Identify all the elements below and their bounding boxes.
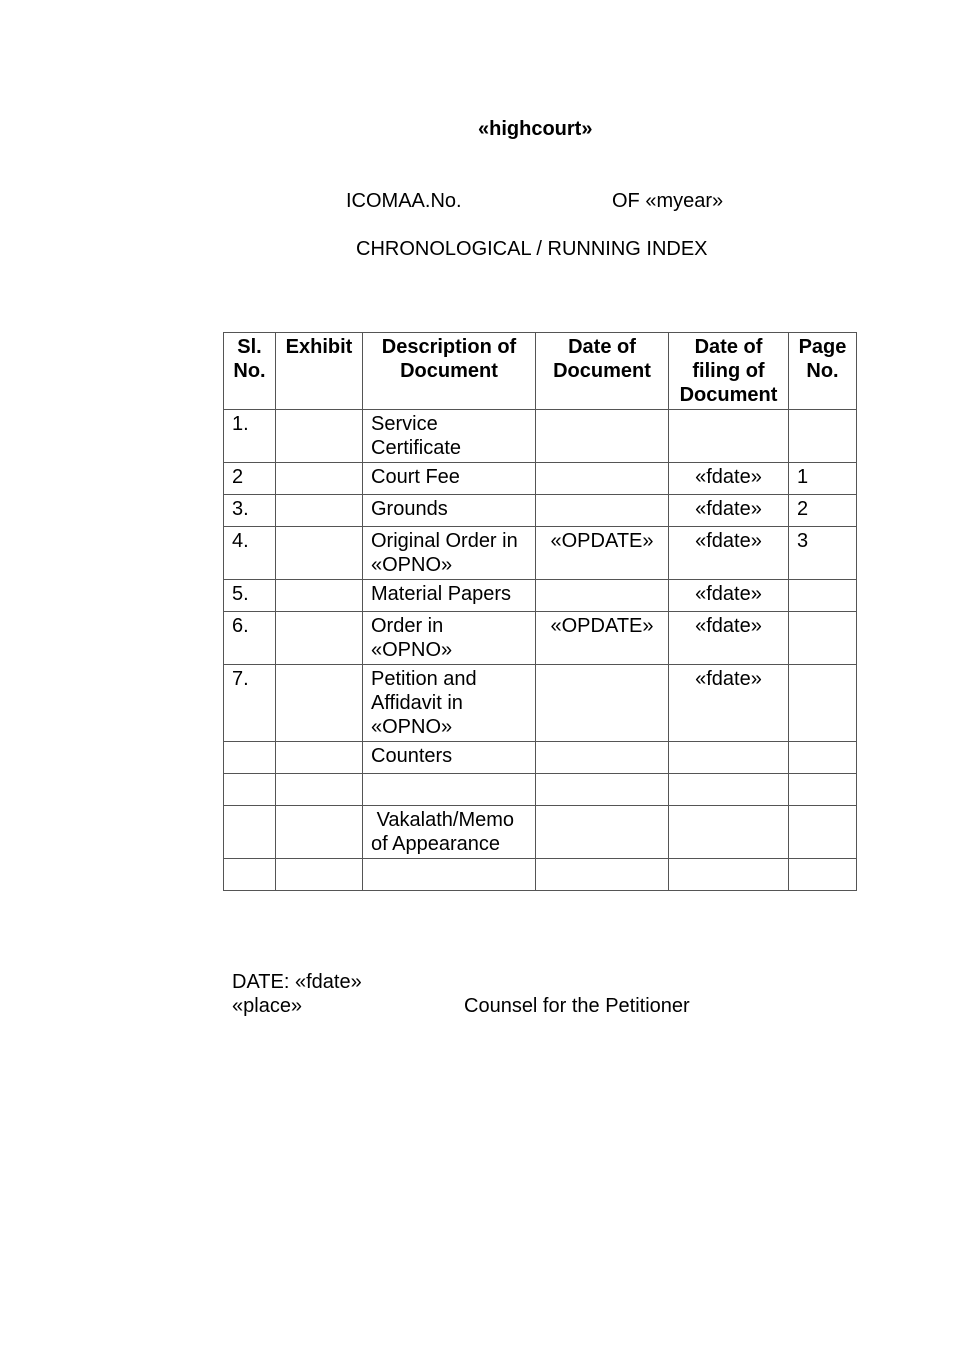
- cell-sl-no: 4.: [224, 527, 276, 580]
- cell-exhibit: [276, 612, 363, 665]
- header-date-of-filing: Date of filing of Document: [669, 333, 789, 410]
- cell-description: [363, 859, 536, 891]
- cell-description: Grounds: [363, 495, 536, 527]
- cell-date-of-filing: «fdate»: [669, 527, 789, 580]
- table-row: [224, 410, 857, 463]
- cell-date-of-document: [536, 774, 669, 806]
- table-row: [224, 580, 857, 612]
- cell-date-of-document: [536, 665, 669, 742]
- cell-sl-no: 6.: [224, 612, 276, 665]
- cell-date-of-document: [536, 410, 669, 463]
- table-row: [224, 742, 857, 774]
- cell-date-of-filing: [669, 806, 789, 859]
- table-row: [224, 806, 857, 859]
- cell-page-no: [789, 742, 857, 774]
- cell-exhibit: [276, 742, 363, 774]
- cell-page-no: 2: [789, 495, 857, 527]
- table-row: [224, 859, 857, 891]
- table-header-row: [224, 333, 857, 410]
- header-description: Description of Document: [363, 333, 536, 410]
- footer-date: DATE: «fdate»: [232, 971, 362, 993]
- cell-sl-no: [224, 774, 276, 806]
- cell-date-of-document: [536, 859, 669, 891]
- header-page-no: Page No.: [789, 333, 857, 410]
- cell-date-of-document: [536, 742, 669, 774]
- footer-place: «place»: [232, 995, 303, 1017]
- cell-date-of-filing: «fdate»: [669, 495, 789, 527]
- table-row: [224, 665, 857, 742]
- cell-date-of-filing: [669, 774, 789, 806]
- cell-sl-no: 2: [224, 463, 276, 495]
- cell-sl-no: 3.: [224, 495, 276, 527]
- cell-exhibit: [276, 774, 363, 806]
- cell-date-of-document: [536, 806, 669, 859]
- counsel-signature-label: Counsel for the Petitioner: [464, 995, 690, 1017]
- cell-page-no: [789, 612, 857, 665]
- cell-sl-no: 1.: [224, 410, 276, 463]
- cell-page-no: 1: [789, 463, 857, 495]
- table-row: [224, 612, 857, 665]
- cell-date-of-filing: [669, 859, 789, 891]
- cell-exhibit: [276, 527, 363, 580]
- cell-date-of-document: «OPDATE»: [536, 527, 669, 580]
- cell-date-of-document: «OPDATE»: [536, 612, 669, 665]
- cell-page-no: [789, 806, 857, 859]
- cell-description: Order in «OPNO»: [363, 612, 536, 665]
- cell-description: Petition and Affidavit in «OPNO»: [363, 665, 536, 742]
- table-row: [224, 774, 857, 806]
- cell-date-of-filing: [669, 742, 789, 774]
- cell-page-no: [789, 859, 857, 891]
- cell-sl-no: [224, 806, 276, 859]
- cell-page-no: [789, 665, 857, 742]
- cell-page-no: [789, 580, 857, 612]
- cell-exhibit: [276, 665, 363, 742]
- cell-date-of-filing: «fdate»: [669, 463, 789, 495]
- cell-description: [363, 774, 536, 806]
- cell-date-of-filing: «fdate»: [669, 580, 789, 612]
- table-row: [224, 527, 857, 580]
- cell-page-no: 3: [789, 527, 857, 580]
- cell-sl-no: 5.: [224, 580, 276, 612]
- court-name: «highcourt»: [478, 118, 593, 140]
- table-row: [224, 495, 857, 527]
- cell-exhibit: [276, 410, 363, 463]
- cell-date-of-document: [536, 580, 669, 612]
- cell-description: Court Fee: [363, 463, 536, 495]
- cell-date-of-document: [536, 463, 669, 495]
- header-exhibit: Exhibit: [276, 333, 363, 410]
- cell-exhibit: [276, 495, 363, 527]
- cell-sl-no: [224, 859, 276, 891]
- cell-description: Material Papers: [363, 580, 536, 612]
- cell-date-of-filing: «fdate»: [669, 612, 789, 665]
- table-row: [224, 463, 857, 495]
- cell-date-of-filing: «fdate»: [669, 665, 789, 742]
- cell-description: Original Order in «OPNO»: [363, 527, 536, 580]
- cell-sl-no: [224, 742, 276, 774]
- cell-exhibit: [276, 580, 363, 612]
- cell-date-of-document: [536, 495, 669, 527]
- cell-page-no: [789, 774, 857, 806]
- cell-page-no: [789, 410, 857, 463]
- header-sl-no: Sl. No.: [224, 333, 276, 410]
- cell-description: Counters: [363, 742, 536, 774]
- cell-exhibit: [276, 806, 363, 859]
- cell-description: Vakalath/Memo of Appearance: [363, 806, 536, 859]
- cell-exhibit: [276, 463, 363, 495]
- cell-date-of-filing: [669, 410, 789, 463]
- cell-exhibit: [276, 859, 363, 891]
- header-date-of-document: Date of Document: [536, 333, 669, 410]
- cell-sl-no: 7.: [224, 665, 276, 742]
- index-title: CHRONOLOGICAL / RUNNING INDEX: [356, 238, 708, 260]
- case-number-label: ICOMAA.No.: [346, 190, 462, 212]
- case-year: OF «myear»: [612, 190, 724, 212]
- index-table: [223, 332, 857, 891]
- cell-description: Service Certificate: [363, 410, 536, 463]
